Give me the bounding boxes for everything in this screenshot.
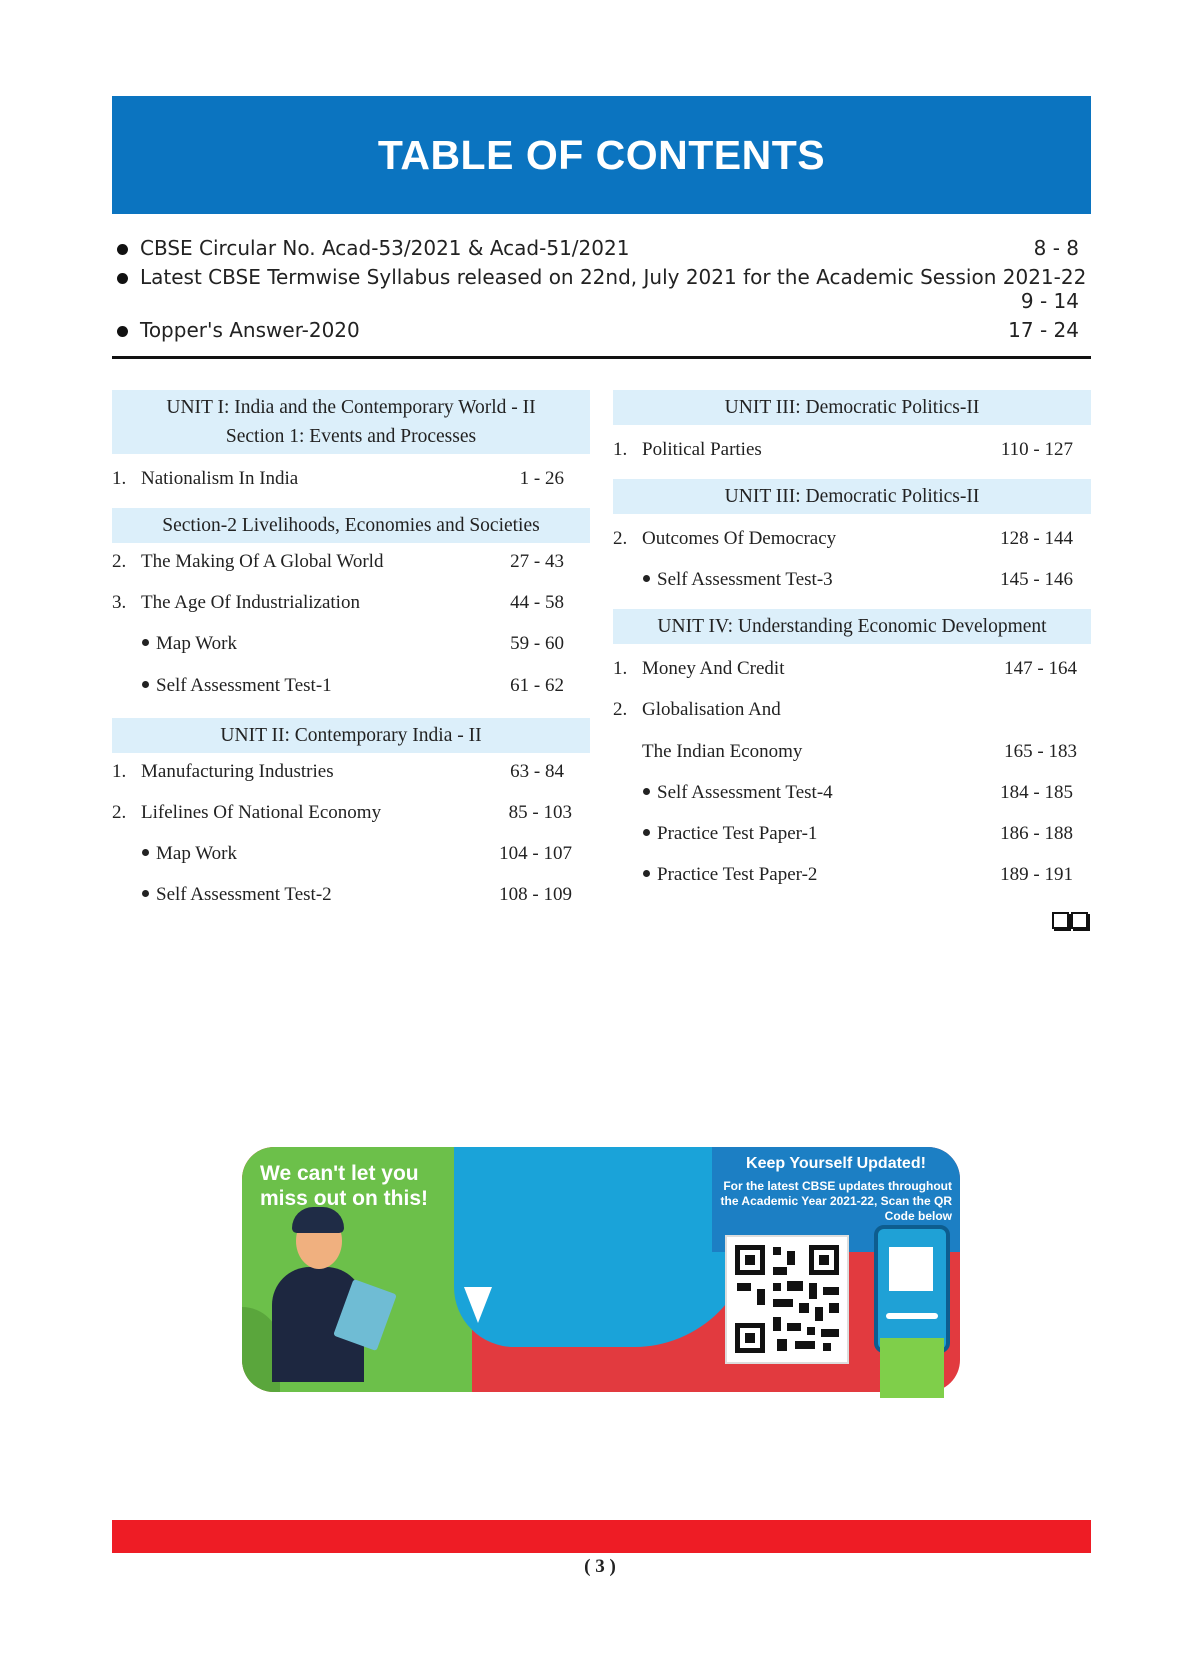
unit-heading: [112, 390, 590, 454]
intro-pages: 8 - 8: [1033, 236, 1079, 260]
entry-pages: 27 - 43: [510, 551, 564, 572]
entry-label: Money And Credit: [642, 658, 785, 679]
qr-code-icon[interactable]: [725, 1235, 849, 1364]
end-mark-icon: [1052, 912, 1090, 934]
entry-pages: 61 - 62: [510, 675, 564, 696]
entry-label: The Age Of Industrialization: [141, 592, 360, 613]
bullet-icon: [117, 326, 128, 337]
entry-pages: 108 - 109: [499, 884, 572, 905]
unit-heading-text: UNIT IV: Understanding Economic Development: [657, 616, 1047, 637]
bullet-icon: [117, 244, 128, 255]
progress-bar: [886, 1313, 938, 1319]
footer-bar: [112, 1520, 1091, 1553]
entry-label: The Making Of A Global World: [141, 551, 384, 572]
entry-number: 1.: [613, 658, 628, 679]
entry-label: The Indian Economy: [642, 741, 803, 762]
entry-number: 1.: [613, 439, 628, 460]
entry-label: Map Work: [142, 843, 237, 865]
intro-label: CBSE Circular No. Acad-53/2021 & Acad-51/2021: [140, 236, 630, 260]
entry-pages: 189 - 191: [1000, 864, 1073, 885]
page-number: ( 3 ): [584, 1556, 616, 1577]
entry-pages: 44 - 58: [510, 592, 564, 613]
entry-label: Globalisation And: [642, 699, 781, 720]
unit-heading-text: UNIT III: Democratic Politics-II: [724, 486, 980, 507]
unit-heading-line: Section 1: Events and Processes: [225, 426, 477, 447]
promo-pattern-panel: [454, 1147, 754, 1347]
entry-label: Manufacturing Industries: [141, 761, 334, 782]
unit-heading-line: UNIT I: India and the Contemporary World - II: [166, 397, 536, 418]
entry-label: Political Parties: [642, 439, 762, 460]
unit-heading: [112, 718, 590, 753]
entry-pages: 186 - 188: [1000, 823, 1073, 844]
promo-body: For the latest CBSE updates throughout the Academic Year 2021-22, Scan the QR Code below: [720, 1179, 952, 1223]
paper-plane-icon: [464, 1287, 492, 1323]
entry-label: Outcomes Of Democracy: [642, 528, 837, 549]
entry-label: Self Assessment Test-4: [643, 782, 833, 804]
bullet-icon: [117, 273, 128, 284]
entry-pages: 59 - 60: [510, 633, 564, 654]
entry-pages: 85 - 103: [508, 802, 572, 823]
unit-heading: [613, 479, 1091, 514]
entry-label: Map Work: [142, 633, 237, 655]
intro-pages: 9 - 14: [1020, 289, 1079, 313]
entry-label: Self Assessment Test-3: [643, 569, 833, 591]
entry-pages: 63 - 84: [510, 761, 564, 782]
divider: [112, 356, 1091, 359]
entry-pages: 110 - 127: [1000, 439, 1073, 460]
intro-label: Latest CBSE Termwise Syllabus released on 22nd, July 2021 for the Academic Session 2021-22: [140, 265, 1087, 289]
left-column: [112, 390, 590, 910]
entry-number: 1.: [112, 468, 127, 489]
promo-headline: Keep Yourself Updated!: [746, 1155, 926, 1172]
entry-label: Nationalism In India: [141, 468, 299, 489]
entry-number: 2.: [613, 528, 628, 549]
entry-pages: 1 - 26: [519, 468, 564, 489]
phone-qr-icon: [889, 1247, 933, 1291]
entry-pages: 128 - 144: [1000, 528, 1073, 549]
entry-pages: 165 - 183: [1004, 741, 1077, 762]
hand-illustration: [880, 1338, 944, 1398]
promo-hint: We can't let you miss out on this!: [260, 1162, 428, 1210]
right-column: [613, 390, 1091, 910]
unit-heading: [613, 390, 1091, 425]
section-heading: [112, 508, 590, 543]
intro-pages: 17 - 24: [1008, 318, 1079, 342]
entry-number: 2.: [613, 699, 628, 720]
intro-label: Topper's Answer-2020: [140, 318, 360, 342]
page-title: TABLE OF CONTENTS: [377, 131, 826, 178]
entry-pages: 145 - 146: [1000, 569, 1073, 590]
phone-icon: [874, 1225, 950, 1353]
unit-heading-text: UNIT III: Democratic Politics-II: [724, 397, 980, 418]
toc-banner: [112, 96, 1091, 214]
entry-pages: 104 - 107: [499, 843, 572, 864]
unit-heading-text: UNIT II: Contemporary India - II: [220, 725, 482, 746]
unit-heading: [613, 609, 1091, 644]
qr-promo-banner[interactable]: [242, 1147, 960, 1392]
entry-number: 1.: [112, 761, 127, 782]
entry-number: 2.: [112, 802, 127, 823]
entry-pages: 184 - 185: [1000, 782, 1073, 803]
entry-label: Self Assessment Test-2: [142, 884, 332, 906]
section-heading-text: Section-2 Livelihoods, Economies and Societies: [162, 515, 540, 536]
entry-label: Practice Test Paper-1: [643, 823, 817, 845]
entry-pages: 147 - 164: [1004, 658, 1077, 679]
entry-label: Practice Test Paper-2: [643, 864, 817, 886]
entry-label: Lifelines Of National Economy: [141, 802, 382, 823]
entry-number: 3.: [112, 592, 127, 613]
entry-label: Self Assessment Test-1: [142, 675, 332, 697]
entry-number: 2.: [112, 551, 127, 572]
